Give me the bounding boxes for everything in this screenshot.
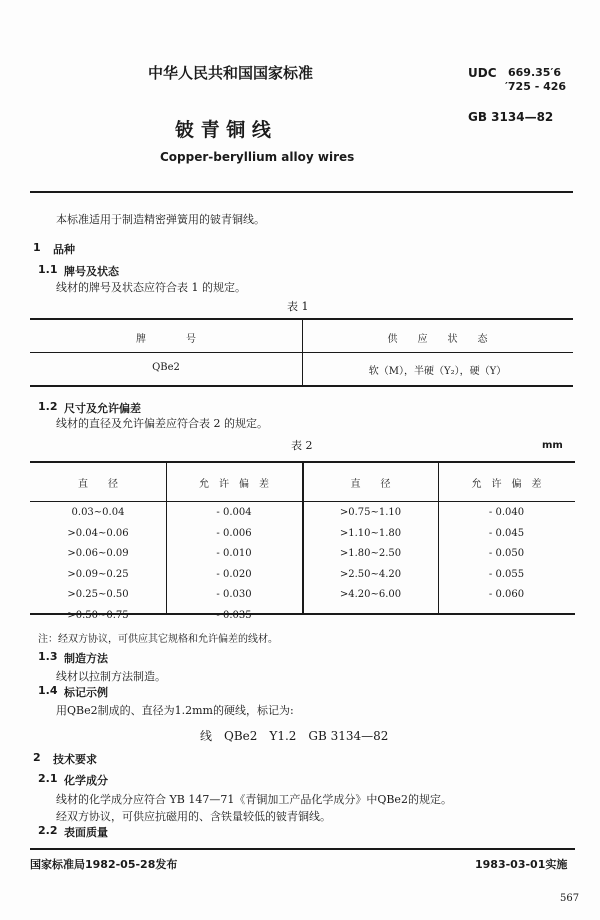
s1-2-title: 尺寸及允许偏差: [64, 402, 141, 415]
s1-3-text: 线材以拉制方法制造。: [56, 670, 166, 683]
table2-cell: >0.09~0.25: [67, 568, 129, 580]
table1-cell: 软（M），半硬（Y₂），硬（Y）: [368, 366, 507, 377]
table2-cell: - 0.060: [488, 589, 525, 600]
table2-cell: - 0.035: [216, 609, 252, 621]
s1-4-text: 用QBe2制成的、直径为1.2mm的硬线，标记为:: [56, 704, 294, 717]
table2-cell: - 0.006: [216, 527, 252, 539]
table2-cell: >0.06~0.09: [67, 548, 129, 559]
s1-num: 1: [33, 241, 41, 254]
table2-cell: >1.80~2.50: [339, 548, 402, 559]
issuing-org: 中华人民共和国国家标准: [148, 64, 314, 82]
s1-1-num: 1.1: [38, 263, 58, 276]
table2-header: 直 径: [350, 479, 391, 490]
table2-cell: >1.10~1.80: [339, 527, 402, 539]
table2-cell: 0.03~0.04: [71, 507, 125, 518]
s2-1-title: 化学成分: [64, 774, 108, 787]
udc-code-1: 669.35′6: [508, 66, 562, 79]
table2-cell: - 0.045: [488, 527, 525, 539]
s2-1-text2: 经双方协议，可供应抗磁用的、含铁量较低的铍青铜线。: [56, 810, 331, 823]
marking-example: 线 QBe2 Y1.2 GB 3134—82: [200, 729, 389, 743]
s2-title: 技术要求: [53, 753, 97, 766]
table2-header: 允 许 偏 差: [199, 479, 269, 490]
s1-3-title: 制造方法: [64, 652, 108, 665]
udc-code-2: ′725 - 426: [505, 80, 567, 93]
s2-2-num: 2.2: [38, 824, 58, 837]
s1-3-num: 1.3: [38, 650, 58, 663]
table2-cell: - 0.004: [216, 507, 252, 518]
table2-cell: - 0.040: [488, 507, 525, 518]
table1-caption: 表 1: [287, 300, 309, 313]
intro: 本标准适用于制造精密弹簧用的铍青铜线。: [56, 213, 265, 226]
effective-date: 1983-03-01实施: [475, 858, 568, 871]
header-rule: [30, 191, 573, 193]
s1-4-num: 1.4: [38, 684, 58, 697]
standard-number: GB 3134—82: [468, 110, 554, 124]
note: 注：经双方协议，可供应其它规格和允许偏差的线材。: [38, 634, 278, 645]
s1-2-text: 线材的直径及允许偏差应符合表 2 的规定。: [56, 417, 268, 430]
s1-2-num: 1.2: [38, 400, 58, 413]
table2-cell: - 0.030: [216, 589, 252, 600]
table2-cell: >2.50~4.20: [339, 568, 402, 580]
table2-cell: - 0.010: [216, 548, 252, 559]
footer-rule: [30, 848, 575, 850]
table2-cell: - 0.055: [488, 568, 525, 580]
s1-1-title: 牌号及状态: [64, 265, 119, 278]
table2-unit: mm: [542, 440, 563, 451]
table1-header: 供 应 状 态: [387, 334, 488, 345]
page-number: 567: [560, 893, 580, 904]
table1-header: 牌 号: [136, 334, 196, 345]
table2-cell: >0.75~1.10: [339, 507, 402, 518]
table2-cell: >0.25~0.50: [67, 589, 129, 600]
table2-cell: - 0.020: [216, 568, 252, 580]
s2-num: 2: [33, 751, 41, 764]
issue-date: 国家标准局1982-05-28发布: [30, 858, 178, 871]
table2-cell: - 0.050: [488, 548, 525, 559]
table1-cell: QBe2: [152, 362, 180, 373]
s2-1-num: 2.1: [38, 772, 58, 785]
s1-1-text: 线材的牌号及状态应符合表 1 的规定。: [56, 281, 246, 294]
udc-label: UDC: [468, 66, 497, 80]
table2-header: 允 许 偏 差: [471, 479, 542, 490]
s2-1-text1: 线材的化学成分应符合 YB 147—71《青铜加工产品化学成分》中QBe2的规定。: [56, 793, 452, 806]
table2-cell: >4.20~6.00: [339, 589, 402, 600]
s1-title: 品种: [53, 243, 75, 256]
doc-title-en: Copper-beryllium alloy wires: [160, 150, 355, 164]
table2-cell: >0.50~0.75: [67, 609, 129, 621]
table2-caption: 表 2: [291, 439, 313, 452]
s2-2-title: 表面质量: [64, 826, 108, 839]
s1-4-title: 标记示例: [64, 686, 108, 699]
table2-header: 直 径: [78, 479, 118, 490]
table2-cell: >0.04~0.06: [67, 527, 129, 539]
doc-title: 铍 青 铜 线: [175, 119, 271, 141]
